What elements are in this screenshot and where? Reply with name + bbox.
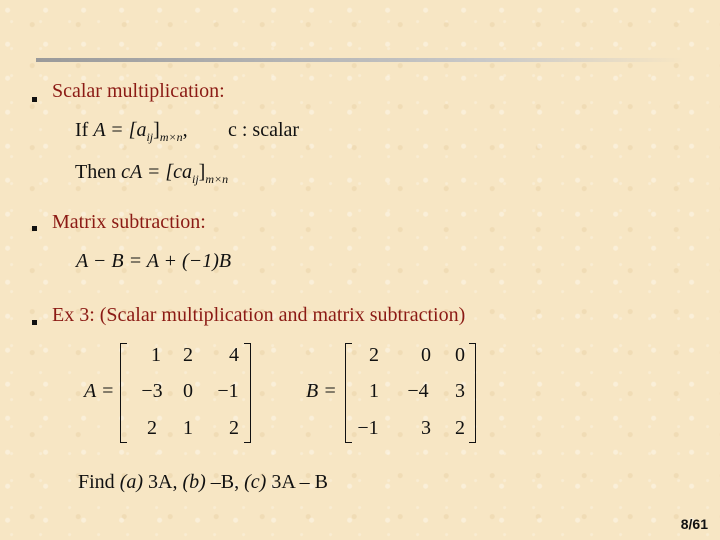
matrix-a-cell: 2 (183, 344, 193, 366)
matrix-a-cell: 4 (229, 344, 239, 366)
matrix-b-label: B = (306, 380, 337, 402)
then-word: Then (75, 161, 117, 183)
scalar-then-line (75, 161, 228, 187)
bullet-marker (32, 97, 37, 102)
scalar-c-definition: c : scalar (228, 119, 300, 141)
matrix-a-label: A = (84, 380, 115, 402)
heading-matrix-subtraction: Matrix subtraction: (52, 211, 206, 233)
if-bracket-close: ] (153, 119, 160, 141)
matrix-b-cell: 3 (421, 417, 431, 439)
page-number: 8/61 (680, 516, 708, 532)
matrix-a-cell: 0 (183, 380, 193, 402)
matrix-a-left-bracket (120, 343, 127, 443)
bullet-marker (32, 320, 37, 325)
find-part-a-expr: 3A, (148, 471, 178, 493)
matrix-b-cell: 3 (455, 380, 465, 402)
heading-example-3: Ex 3: (Scalar multiplication and matrix subtraction) (52, 304, 466, 326)
if-word: If (75, 119, 89, 141)
find-instruction (78, 471, 328, 494)
find-part-b-expr: –B, (210, 471, 240, 493)
find-prefix: Find (78, 471, 115, 493)
if-matrix-expr: A = [a (93, 119, 147, 141)
matrix-b-cell: −1 (357, 417, 379, 439)
title-divider-line (36, 58, 684, 62)
matrix-b-cell: −4 (407, 380, 429, 402)
matrix-b-cell: 2 (369, 344, 379, 366)
matrix-a-cell: −3 (141, 380, 163, 402)
matrix-b-cell: 0 (455, 344, 465, 366)
matrix-a-cell: 1 (151, 344, 161, 366)
matrix-a-cell: −1 (217, 380, 239, 402)
matrix-a-cell: 2 (147, 417, 157, 439)
then-subscript: ij (191, 172, 199, 186)
then-bracket-close: ] (198, 161, 206, 183)
find-part-a-label: (a) (119, 471, 144, 493)
matrix-b-cell: 1 (369, 380, 379, 402)
if-subscript: ij (146, 130, 154, 144)
matrix-b-cell: 0 (421, 344, 431, 366)
then-expr: cA = [ca (121, 161, 192, 183)
find-part-c-label: (c) (244, 471, 267, 493)
then-dimension: m×n (205, 172, 229, 186)
bullet-marker (32, 226, 37, 231)
subtraction-formula: A − B = A + (−1)B (76, 250, 232, 272)
matrix-a-cell: 2 (229, 417, 239, 439)
heading-scalar-multiplication: Scalar multiplication: (52, 80, 225, 102)
scalar-if-line (75, 119, 188, 145)
matrix-a-cell: 1 (183, 417, 193, 439)
if-comma: , (182, 119, 188, 141)
find-part-c-expr: 3A – B (271, 471, 329, 493)
find-part-b-label: (b) (182, 471, 206, 493)
if-dimension: m×n (159, 130, 183, 144)
matrix-b-cell: 2 (455, 417, 465, 439)
